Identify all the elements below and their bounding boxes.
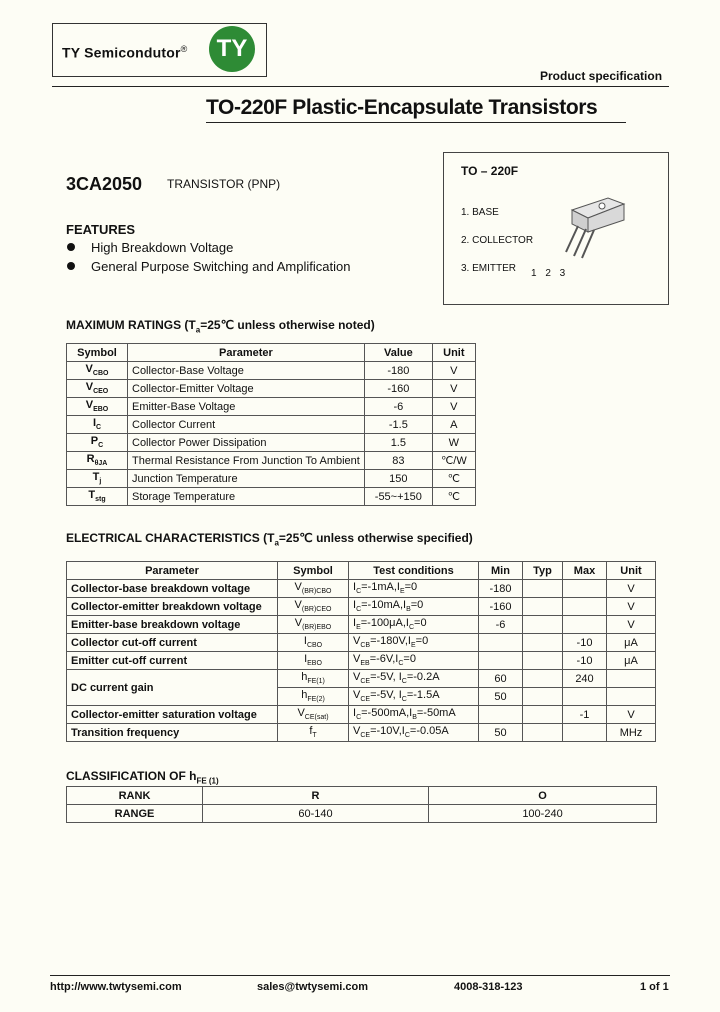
cond-part: =-180V,I (370, 635, 411, 648)
symbol-subscript: C (98, 442, 104, 450)
cond-part: V (353, 653, 361, 666)
pin-3-label: 3. EMITTER (461, 263, 517, 274)
classification-title-sub: FE (1) (196, 776, 219, 786)
min-cell: -160 (479, 598, 523, 616)
symbol-subscript: EBO (307, 660, 322, 668)
unit-cell: V (607, 598, 656, 616)
electrical-title-pre: ELECTRICAL CHARACTERISTICS (T (66, 531, 275, 545)
electrical-heading (66, 531, 473, 547)
parameter-cell: Emitter cut-off current (67, 652, 278, 670)
max-cell: 240 (563, 670, 607, 688)
unit-cell: μA (607, 652, 656, 670)
max-ratings-title-post: =25℃ unless otherwise noted) (200, 318, 375, 332)
max-cell: -1 (563, 706, 607, 724)
table-row (67, 652, 656, 670)
parameter-cell: Collector cut-off current (67, 634, 278, 652)
typ-cell (523, 670, 563, 688)
unit-cell (607, 670, 656, 688)
column-header: Unit (607, 562, 656, 580)
header-divider (52, 86, 669, 87)
value-cell: 150 (364, 470, 432, 488)
value-cell: 83 (364, 452, 432, 470)
min-cell: 60 (479, 670, 523, 688)
pin-numbers: 1 2 3 (531, 268, 569, 279)
unit-cell: V (607, 580, 656, 598)
footer-divider (50, 975, 670, 976)
classification-heading (66, 769, 219, 785)
parameter-cell: Storage Temperature (128, 488, 365, 506)
cond-part: I (353, 599, 357, 612)
range-value-r: 60-140 (203, 805, 429, 823)
test-condition-cell (349, 724, 479, 742)
unit-cell: V (432, 380, 475, 398)
test-condition-cell (349, 598, 479, 616)
cond-part: V (353, 635, 361, 648)
max-ratings-table (66, 343, 476, 506)
bullet-icon (67, 262, 75, 270)
cond-sub: EB (360, 660, 370, 668)
parameter-cell: Collector-base breakdown voltage (67, 580, 278, 598)
parameter-cell: Collector-Base Voltage (128, 362, 365, 380)
symbol-cell (278, 598, 349, 616)
symbol-cell (67, 416, 128, 434)
symbol-cell (278, 634, 349, 652)
unit-cell: V (432, 398, 475, 416)
table-row (67, 434, 476, 452)
footer-url[interactable]: http://www.twtysemi.com (50, 981, 182, 993)
cond-part: =-500mA,I (361, 707, 413, 720)
cond-sub: C (356, 714, 362, 722)
max-cell (563, 688, 607, 706)
column-header: Parameter (128, 344, 365, 362)
column-header: RANK (67, 787, 203, 805)
symbol-subscript: (BR)CBO (301, 588, 332, 596)
company-logo-badge: TY (209, 26, 255, 72)
symbol-cell (67, 470, 128, 488)
min-cell: -180 (479, 580, 523, 598)
table-row (67, 706, 656, 724)
table-row (67, 805, 657, 823)
column-header: Symbol (278, 562, 349, 580)
table-row (67, 670, 656, 688)
cond-sub: B (412, 714, 417, 722)
cond-part: I (353, 617, 357, 630)
symbol-cell (278, 706, 349, 724)
classification-title-pre: CLASSIFICATION OF h (66, 769, 197, 783)
cond-part: V (353, 671, 361, 684)
symbol-cell (67, 380, 128, 398)
symbol-letter: I (92, 417, 96, 430)
cond-sub: C (401, 696, 407, 704)
symbol-subscript: stg (95, 496, 106, 504)
cond-sub: C (356, 588, 362, 596)
company-name-text: TY Semicondutor (62, 44, 181, 61)
electrical-table (66, 561, 656, 742)
min-cell: 50 (479, 724, 523, 742)
symbol-letter: V (85, 399, 94, 412)
symbol-subscript: CBO (92, 370, 109, 378)
table-row (67, 470, 476, 488)
cond-part: =0 (403, 653, 416, 666)
cond-sub: CE (360, 696, 371, 704)
cond-part: V (353, 725, 361, 738)
max-cell (563, 724, 607, 742)
symbol-letter: f (309, 725, 313, 738)
parameter-cell: Collector-Emitter Voltage (128, 380, 365, 398)
test-condition-cell (349, 688, 479, 706)
unit-cell: A (432, 416, 475, 434)
value-cell: -6 (364, 398, 432, 416)
unit-cell: W (432, 434, 475, 452)
cond-sub: B (406, 606, 411, 614)
unit-cell: V (607, 706, 656, 724)
product-specification-label: Product specification (540, 69, 663, 83)
table-header-row (67, 787, 657, 805)
cond-part: =0 (415, 635, 429, 648)
value-cell: 1.5 (364, 434, 432, 452)
column-header: Unit (432, 344, 475, 362)
test-condition-cell (349, 706, 479, 724)
parameter-cell: Collector Power Dissipation (128, 434, 365, 452)
value-cell: -55~+150 (364, 488, 432, 506)
title-underline (206, 122, 626, 123)
cond-part: =-5V, I (370, 671, 402, 684)
symbol-cell (67, 362, 128, 380)
parameter-cell: DC current gain (67, 670, 278, 706)
cond-part: =-0.2A (406, 671, 440, 684)
cond-part: =0 (404, 581, 418, 594)
table-row (67, 724, 656, 742)
symbol-subscript: EBO (93, 406, 109, 414)
cond-part: =-0.05A (409, 725, 449, 738)
table-row (67, 362, 476, 380)
symbol-letter: V (85, 381, 94, 394)
min-cell (479, 634, 523, 652)
typ-cell (523, 598, 563, 616)
typ-cell (523, 706, 563, 724)
symbol-letter: P (90, 435, 99, 448)
table-row (67, 634, 656, 652)
table-row (67, 398, 476, 416)
cond-sub: C (404, 732, 410, 740)
typ-cell (523, 580, 563, 598)
max-ratings-title-pre: MAXIMUM RATINGS (T (66, 318, 196, 332)
cond-part: I (353, 581, 357, 594)
classification-table (66, 786, 657, 823)
symbol-cell (278, 580, 349, 598)
unit-cell: μA (607, 634, 656, 652)
unit-cell: V (432, 362, 475, 380)
part-number: 3CA2050 (66, 174, 143, 194)
cond-sub: CE (360, 678, 371, 686)
footer-email[interactable]: sales@twtysemi.com (257, 981, 368, 993)
test-condition-cell (349, 634, 479, 652)
value-cell: -180 (364, 362, 432, 380)
cond-part: =-6V,I (369, 653, 399, 666)
cond-sub: E (410, 642, 416, 650)
max-cell (563, 616, 607, 634)
max-cell (563, 580, 607, 598)
symbol-subscript: θJA (94, 460, 108, 468)
electrical-title-post: =25℃ unless otherwise specified) (278, 531, 473, 545)
symbol-letter: V (294, 599, 302, 612)
cond-part: =-1mA,I (361, 581, 400, 594)
unit-cell: ℃ (432, 470, 475, 488)
parameter-cell: Collector Current (128, 416, 365, 434)
symbol-subscript: C (96, 424, 102, 432)
symbol-cell (278, 688, 349, 706)
symbol-letter: I (304, 653, 308, 666)
table-row (67, 380, 476, 398)
symbol-subscript: FE(1) (307, 678, 325, 686)
symbol-letter: I (303, 635, 307, 648)
cond-part: =-50mA (416, 707, 456, 720)
range-value-o: 100-240 (429, 805, 657, 823)
registered-mark: ® (180, 44, 188, 54)
symbol-letter: h (301, 689, 308, 702)
test-condition-cell (349, 616, 479, 634)
cond-sub: C (408, 624, 415, 632)
table-row (67, 616, 656, 634)
parameter-cell: Collector-emitter saturation voltage (67, 706, 278, 724)
symbol-subscript: T (312, 732, 317, 740)
parameter-cell: Collector-emitter breakdown voltage (67, 598, 278, 616)
pin-1-label: 1. BASE (461, 207, 499, 218)
symbol-letter: V (85, 363, 93, 376)
features-heading: FEATURES (66, 222, 136, 237)
max-ratings-title-sub: a (195, 325, 201, 335)
max-cell (563, 598, 607, 616)
unit-cell: V (607, 616, 656, 634)
column-header: Value (364, 344, 432, 362)
table-row (67, 488, 476, 506)
package-title: TO – 220F (461, 164, 519, 178)
unit-cell: ℃/W (432, 452, 475, 470)
symbol-subscript: CE(sat) (304, 714, 329, 722)
cond-sub: CB (360, 642, 371, 650)
table-header-row (67, 562, 656, 580)
footer-page-number: 1 of 1 (640, 981, 669, 993)
symbol-letter: V (294, 581, 302, 594)
symbol-cell (278, 724, 349, 742)
parameter-cell: Emitter-Base Voltage (128, 398, 365, 416)
table-header-row (67, 344, 476, 362)
min-cell: 50 (479, 688, 523, 706)
table-row (67, 580, 656, 598)
part-description: TRANSISTOR (PNP) (167, 177, 281, 191)
pin-2-label: 2. COLLECTOR (461, 235, 534, 246)
cond-sub: E (399, 588, 405, 596)
symbol-subscript: j (99, 478, 102, 486)
column-header: Typ (523, 562, 563, 580)
typ-cell (523, 724, 563, 742)
parameter-cell: Junction Temperature (128, 470, 365, 488)
feature-item: High Breakdown Voltage (91, 240, 234, 255)
test-condition-cell (349, 670, 479, 688)
symbol-subscript: CBO (306, 642, 323, 650)
cond-part: =-10mA,I (361, 599, 407, 612)
symbol-letter: R (86, 453, 95, 466)
parameter-cell: Emitter-base breakdown voltage (67, 616, 278, 634)
symbol-cell (278, 652, 349, 670)
symbol-cell (67, 398, 128, 416)
column-header: Min (479, 562, 523, 580)
symbol-letter: T (92, 471, 100, 484)
bullet-icon (67, 243, 75, 251)
symbol-letter: V (294, 617, 303, 630)
column-header: Parameter (67, 562, 278, 580)
cond-sub: E (356, 624, 361, 632)
max-cell: -10 (563, 652, 607, 670)
test-condition-cell (349, 652, 479, 670)
value-cell: -1.5 (364, 416, 432, 434)
symbol-letter: h (301, 671, 308, 684)
value-cell: -160 (364, 380, 432, 398)
symbol-letter: T (88, 489, 96, 502)
column-header: Max (563, 562, 607, 580)
table-row (67, 416, 476, 434)
footer-phone: 4008-318-123 (454, 981, 523, 993)
typ-cell (523, 634, 563, 652)
page-title: TO-220F Plastic-Encapsulate Transistors (206, 96, 598, 119)
range-label: RANGE (67, 805, 203, 823)
parameter-cell: Transition frequency (67, 724, 278, 742)
typ-cell (523, 616, 563, 634)
symbol-subscript: CEO (93, 388, 109, 396)
to220f-package-drawing (560, 190, 635, 270)
symbol-cell (67, 488, 128, 506)
test-condition-cell (349, 580, 479, 598)
typ-cell (523, 652, 563, 670)
column-header: Test conditions (349, 562, 479, 580)
max-ratings-heading (66, 318, 375, 334)
cond-sub: C (356, 606, 362, 614)
electrical-title-sub: a (274, 538, 279, 548)
table-row (67, 452, 476, 470)
cond-part: =0 (414, 617, 427, 630)
cond-sub: C (398, 660, 404, 668)
column-header: O (429, 787, 657, 805)
company-name (62, 44, 188, 61)
cond-part: I (353, 707, 357, 720)
cond-sub: C (401, 678, 407, 686)
parameter-cell: Thermal Resistance From Junction To Ambient (128, 452, 365, 470)
cond-part: =-5V, I (370, 689, 402, 702)
unit-cell (607, 688, 656, 706)
column-header: Symbol (67, 344, 128, 362)
cond-part: =-100μA,I (360, 617, 409, 630)
column-header: R (203, 787, 429, 805)
max-cell: -10 (563, 634, 607, 652)
symbol-cell (278, 616, 349, 634)
unit-cell: ℃ (432, 488, 475, 506)
cond-part: V (353, 689, 361, 702)
min-cell: -6 (479, 616, 523, 634)
cond-part: =0 (410, 599, 424, 612)
min-cell (479, 652, 523, 670)
symbol-cell (67, 452, 128, 470)
min-cell (479, 706, 523, 724)
symbol-subscript: (BR)CEO (301, 606, 332, 614)
cond-part: =-10V,I (370, 725, 405, 738)
symbol-cell (67, 434, 128, 452)
unit-cell: MHz (607, 724, 656, 742)
typ-cell (523, 688, 563, 706)
symbol-letter: V (297, 707, 305, 720)
cond-sub: CE (360, 732, 371, 740)
table-row (67, 598, 656, 616)
symbol-subscript: (BR)EBO (302, 624, 332, 632)
symbol-cell (278, 670, 349, 688)
feature-item: General Purpose Switching and Amplification (91, 259, 351, 274)
cond-part: =-1.5A (406, 689, 440, 702)
symbol-subscript: FE(2) (307, 696, 325, 704)
